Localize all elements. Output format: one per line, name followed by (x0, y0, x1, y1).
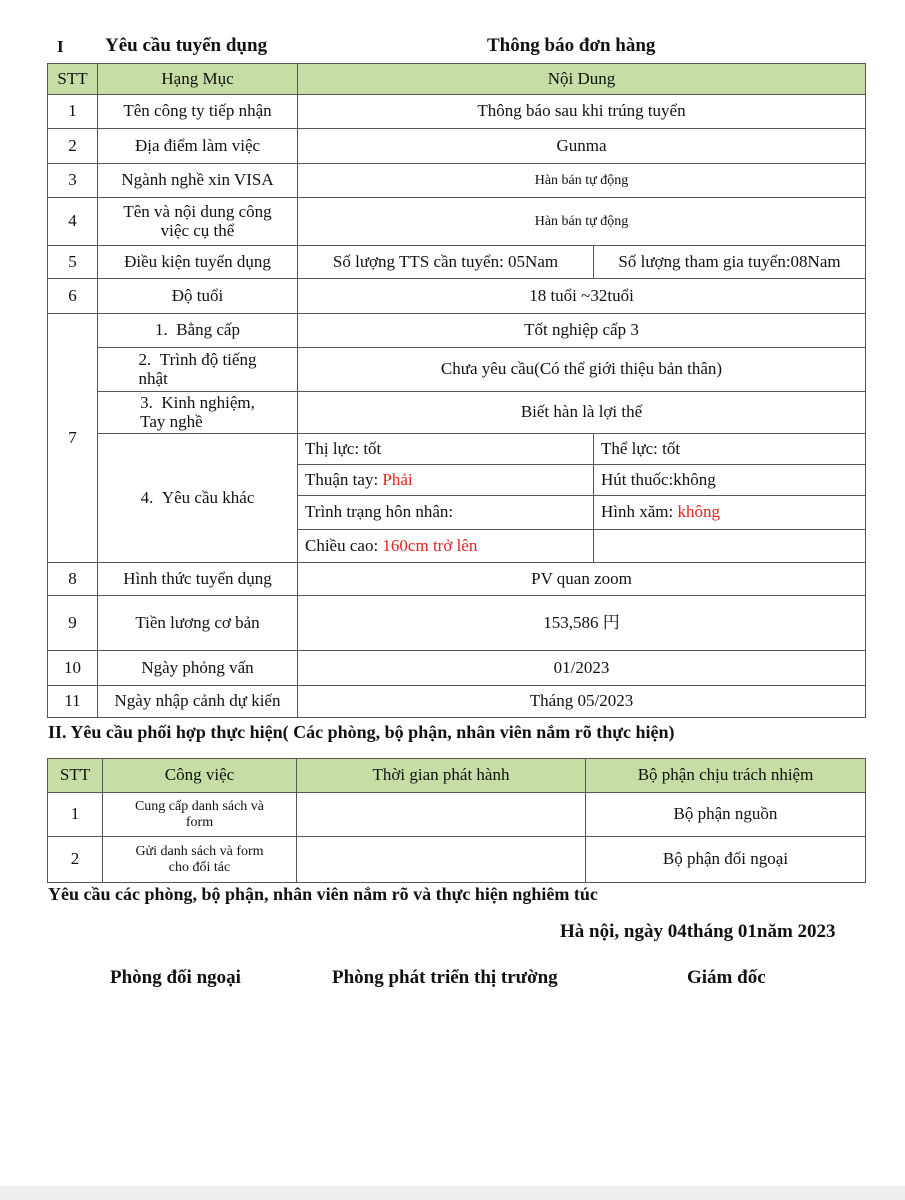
sub-content: Tốt nghiệp cấp 3 (298, 314, 866, 348)
row-dept: Bộ phận đối ngoại (586, 837, 866, 883)
table-header-row (48, 64, 866, 95)
row-item: Ngành nghề xin VISA (98, 164, 298, 198)
participant-quantity: Số lượng tham gia tuyển:08Nam (594, 246, 866, 279)
footer-note: Yêu cầu các phòng, bộ phận, nhân viên nắm rõ và thực hiện nghiêm túc (48, 884, 598, 904)
sub-label: nhật (138, 368, 168, 388)
table-row (48, 198, 866, 246)
header-time: Thời gian phát hành (297, 759, 586, 793)
sub-label: Tay nghề (140, 411, 203, 431)
signature-foreign-affairs: Phòng đối ngoại (110, 967, 241, 988)
table-row (48, 279, 866, 314)
header-dept: Bộ phận chịu trách nhiệm (586, 759, 866, 793)
row-stt: 1 (48, 95, 98, 129)
physical-cell: Thể lực: tốt (594, 434, 866, 465)
row-content: Hàn bán tự động (298, 164, 866, 198)
task-line: cho đối tác (168, 859, 231, 875)
row-item: Ngày phỏng vấn (98, 651, 298, 686)
footer-date: Hà nội, ngày 04tháng 01năm 2023 (560, 921, 836, 942)
task-line: form (185, 814, 214, 830)
eyesight-cell: Thị lực: tốt (298, 434, 594, 465)
trainee-quantity: Số lượng TTS cần tuyển: 05Nam (298, 246, 594, 279)
row-task (103, 793, 297, 837)
table-row (48, 434, 866, 465)
row-content: Tháng 05/2023 (298, 686, 866, 718)
header-item: Hạng Mục (98, 64, 298, 95)
section-title: Yêu cầu tuyển dụng (105, 35, 268, 56)
table-row (48, 164, 866, 198)
sub-item (98, 314, 298, 348)
hand-cell (298, 465, 594, 496)
item-line: Tên và nội dung công (123, 201, 272, 221)
signature-director: Giám đốc (687, 967, 766, 988)
height-value: 160cm trở lên (382, 535, 478, 555)
row-stt: 9 (48, 596, 98, 651)
section-2-title: II. Yêu cầu phối hợp thực hiện( Các phòng, bộ phận, nhân viên nắm rõ thực hiện) (48, 722, 675, 742)
height-cell (298, 530, 594, 563)
smoking-cell: Hút thuốc:không (594, 465, 866, 496)
table-row (48, 246, 866, 279)
table-row (48, 651, 866, 686)
row-stt: 6 (48, 279, 98, 314)
row-dept: Bộ phận nguồn (586, 793, 866, 837)
hand-value: Phải (382, 469, 413, 489)
sub-number: 3. (140, 392, 153, 412)
sub-content: Chưa yêu cầu(Có thể giới thiệu bản thân) (298, 348, 866, 392)
row-item: Tên công ty tiếp nhận (98, 95, 298, 129)
table-row (48, 686, 866, 718)
row-item: Điều kiện tuyển dụng (98, 246, 298, 279)
sub-label: Bằng cấp (176, 320, 240, 340)
table-row (48, 314, 866, 348)
row-item: Địa điểm làm việc (98, 129, 298, 164)
hand-label: Thuận tay: (305, 469, 383, 489)
table-row (48, 837, 866, 883)
header-stt: STT (48, 759, 103, 793)
sub-item (98, 348, 298, 392)
row-stt: 8 (48, 563, 98, 596)
sub-number: 1. (155, 320, 168, 340)
row-content: 18 tuổi ~32tuổi (298, 279, 866, 314)
table-row (48, 95, 866, 129)
header-stt: STT (48, 64, 98, 95)
row-stt: 2 (48, 837, 103, 883)
table-row (48, 392, 866, 434)
row-time (297, 793, 586, 837)
sub-label: Yêu cầu khác (161, 487, 255, 507)
recruitment-table (47, 63, 866, 718)
task-line: Cung cấp danh sách và (134, 799, 265, 815)
sub-item (98, 434, 298, 563)
item-line: việc cụ thể (160, 220, 235, 240)
table-row (48, 563, 866, 596)
row-stt: 2 (48, 129, 98, 164)
sub-number: 2. (138, 349, 152, 369)
tattoo-cell (594, 496, 866, 530)
document-title: Thông báo đơn hàng (487, 35, 656, 56)
bottom-scroll-strip (0, 1186, 905, 1200)
table-header-row (48, 759, 866, 793)
row-stt: 4 (48, 198, 98, 246)
row-stt: 1 (48, 793, 103, 837)
row-content: Gunma (298, 129, 866, 164)
task-line: Gửi danh sách và form (135, 844, 264, 860)
section-number: I (57, 37, 64, 56)
row-task (103, 837, 297, 883)
row-content: Hàn bán tự động (298, 198, 866, 246)
row-item: Độ tuổi (98, 279, 298, 314)
table-row (48, 129, 866, 164)
table-row (48, 793, 866, 837)
sub-number: 4. (140, 487, 154, 507)
sub-label: Kinh nghiệm, (161, 392, 255, 412)
header-task: Công việc (103, 759, 297, 793)
row-content: PV quan zoom (298, 563, 866, 596)
row-content: Thông báo sau khi trúng tuyển (298, 95, 866, 129)
row-item: Ngày nhập cảnh dự kiến (98, 686, 298, 718)
sub-label: Trình độ tiếng (159, 349, 257, 369)
sub-content: Biết hàn là lợi thế (298, 392, 866, 434)
marital-cell: Trình trạng hôn nhân: (298, 496, 594, 530)
row-stt: 10 (48, 651, 98, 686)
row-stt: 11 (48, 686, 98, 718)
table-row (48, 348, 866, 392)
tattoo-value: không (677, 502, 720, 522)
height-label: Chiều cao: (305, 535, 383, 555)
row-item: Tiền lương cơ bản (98, 596, 298, 651)
row-item: Hình thức tuyển dụng (98, 563, 298, 596)
coordination-table (47, 758, 866, 883)
signature-market-development: Phòng phát triển thị trường (332, 967, 558, 988)
row-time (297, 837, 586, 883)
row-stt: 3 (48, 164, 98, 198)
header-content: Nội Dung (298, 64, 866, 95)
sub-item (98, 392, 298, 434)
tattoo-label: Hình xăm: (601, 502, 678, 522)
row-stt: 7 (48, 314, 98, 563)
row-stt: 5 (48, 246, 98, 279)
empty-cell (594, 530, 866, 563)
row-content: 153,586 円 (298, 596, 866, 651)
table-row (48, 596, 866, 651)
row-item (98, 198, 298, 246)
row-content: 01/2023 (298, 651, 866, 686)
